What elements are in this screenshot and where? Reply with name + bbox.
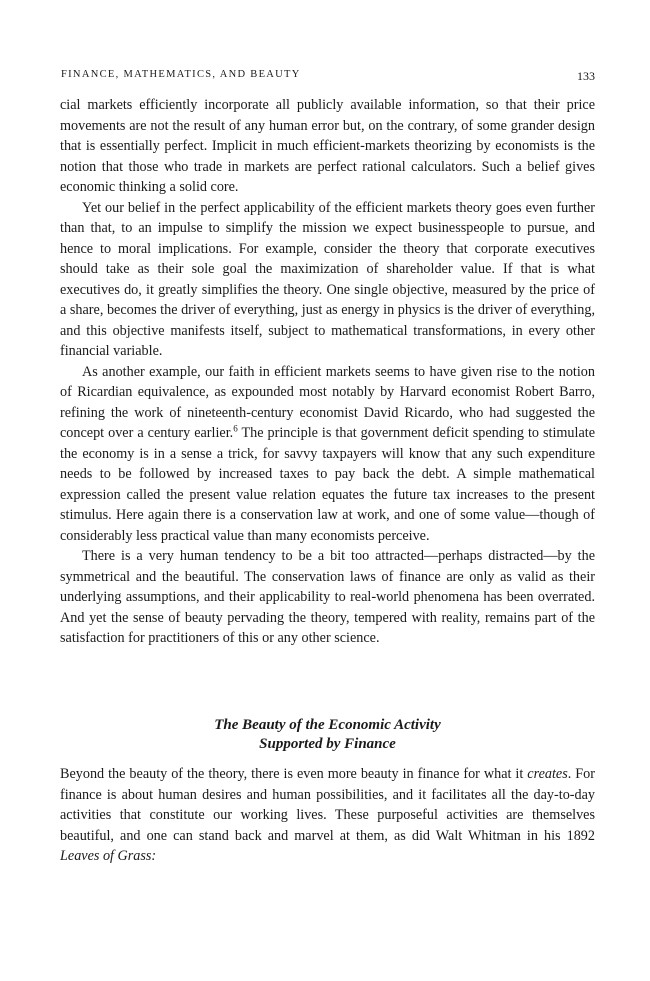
- section-heading-line-2: Supported by Finance: [259, 736, 396, 752]
- book-title-leaves-of-grass: Leaves of Grass:: [60, 848, 157, 864]
- section-paragraph: [60, 764, 595, 867]
- paragraph-text: As another example, our faith in efficient markets seems to have given rise to the notion of Ricardian equivalence, as expounded most notably by Harvard economist Robert Barro, refining the work of nineteenth-century economist David Ricardo, who had suggested the concept over a century earlier.: [60, 363, 595, 441]
- paragraph-human-tendency: There is a very human tendency to be a bit too attracted—perhaps distracted—by the symmetrical and the beautiful. The conservation laws of finance are only as valid as their underlying assumptions, and their applicability to real-world phenomena has been overrated. And yet the sense of beauty pervading the theory, tempered with reality, remains part of the satisfaction for practitioners of this or any other science.: [60, 548, 595, 646]
- paragraph-text: . For finance is about human desires and human possibilities, and it facilitates all the day-to-day activities that constitute our working lives. These purposeful activities are themselves beautiful, and one can stand back and marvel at them, as did Walt Whitman in his 1892: [60, 766, 595, 844]
- paragraph-text: Beyond the beauty of the theory, there is even more beauty in finance for what it: [60, 766, 528, 782]
- paragraph-ricardian-equivalence: [60, 362, 595, 547]
- footnote-reference: 6: [233, 423, 238, 434]
- paragraph-efficient-markets: Yet our belief in the perfect applicability of the efficient markets theory goes even further than that, to an impulse to simplify the mission we expect businesspeople to pursue, and hence to moral implications. For example, consider the theory that corporate executives should take as their sole goal the maximization of shareholder value. If that is what executives do, it greatly simplifies the theory. One single objective, measured by the price of a share, becomes the driver of everything, just as energy in physics is the driver of everything, and this objective manifests itself, subject to mathematical transformations, in every other financial variable.: [60, 199, 595, 359]
- body-text: [60, 95, 595, 649]
- emphasis-creates: creates: [527, 766, 568, 782]
- page-number: 133: [577, 69, 595, 83]
- section-heading: [60, 716, 595, 754]
- running-head-title: FINANCE, MATHEMATICS, AND BEAUTY: [61, 69, 301, 80]
- paragraph-text: The principle is that government deficit spending to stimulate the economy is in a sense a trick, for savvy taxpayers will know that any such expenditure needs to be followed by increased taxes to pay back the debt. A simple mathematical expression called the present value relation equates the future tax increases to the present stimulus. Here again there is a conservation law at work, and one of some value—though of considerably less practical value than many economists perceive.: [60, 425, 595, 544]
- section-heading-line-1: The Beauty of the Economic Activity: [214, 717, 441, 733]
- running-head: [61, 69, 595, 83]
- section-body: [60, 764, 595, 867]
- paragraph-continued: cial markets efficiently incorporate all publicly available information, so that their price movements are not the result of any human error but, on the contrary, of some grander design that is essentially perfect. Implicit in much efficient-markets theorizing by economists is the notion that those who trade in markets are perfect rational calculators. Such a belief gives economic thinking a solid core.: [60, 97, 595, 195]
